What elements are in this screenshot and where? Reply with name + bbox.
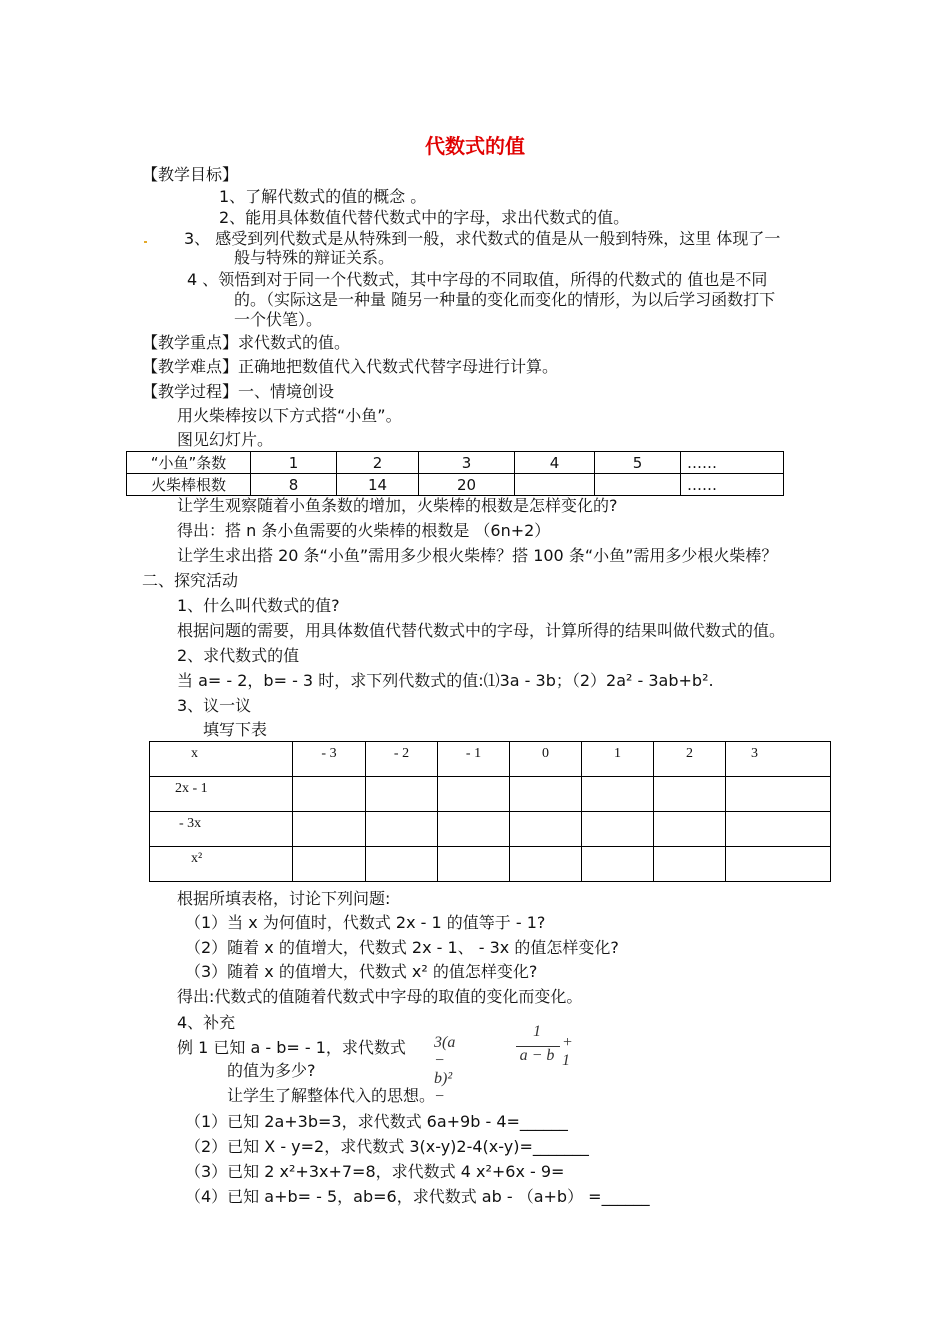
fill-instruction: 填写下表: [203, 720, 268, 739]
process-line-2: 图见幻灯片。: [177, 430, 274, 449]
table-cell: [515, 474, 595, 496]
table-cell: 4: [515, 452, 595, 474]
row-label: 2x - 1: [175, 781, 208, 796]
example-1: 例 1 已知 a - b= - 1，求代数式: [177, 1038, 406, 1057]
fish-table: [126, 451, 784, 496]
formula-numerator: 1: [533, 1023, 541, 1040]
objective-2: 2、能用具体数值代替代数式中的字母，求出代数式的值。: [219, 208, 630, 227]
exercise-4: （4）已知 a+b= - 5，ab=6，求代数式 ab - （a+b） =______: [185, 1187, 650, 1206]
table-cell: 8: [251, 474, 337, 496]
table-row: [150, 777, 831, 812]
discussion-intro: 根据所填表格，讨论下列问题:: [177, 889, 391, 908]
q3: 3、议一议: [177, 696, 252, 715]
exercise-3: （3）已知 2 x²+3x+7=8，求代数式 4 x²+6x - 9=: [185, 1162, 565, 1181]
formula-right: + 1: [562, 1034, 573, 1069]
exercise-2: （2）已知 X - y=2，求代数式 3(x-y)2-4(x-y)=_______: [185, 1137, 589, 1156]
table-cell: - 2: [393, 746, 410, 761]
key-point: 【教学重点】求代数式的值。: [142, 333, 351, 352]
q1: 1、什么叫代数式的值?: [177, 596, 340, 615]
objective-4: 4 、领悟到对于同一个代数式，其中字母的不同取值，所得的代数式的 值也是不同: [187, 270, 768, 289]
objective-4-cont2: 一个伏笔）。: [234, 310, 323, 329]
process-line-1: 用火柴棒按以下方式搭“小鱼”。: [177, 406, 402, 425]
question-line: 让学生求出搭 20 条“小鱼”需用多少根火柴棒？搭 100 条“小鱼”需用多少根火柴棒？: [177, 546, 778, 565]
table-row: [150, 812, 831, 847]
table-row: [150, 847, 831, 882]
discussion-item-1: （1）当 x 为何值时，代数式 2x - 1 的值等于 - 1?: [185, 913, 546, 932]
conclusion-line: 得出：搭 n 条小鱼需要的火柴棒的根数是 （6n+2）: [177, 521, 551, 540]
q2: 2、求代数式的值: [177, 646, 300, 665]
table-cell: 1: [614, 746, 621, 761]
table-cell: 火柴棒根数: [127, 474, 251, 496]
table-cell: 14: [337, 474, 419, 496]
objective-3: 3、 感受到列代数式是从特殊到一般，求代数式的值是从一般到特殊，这里 体现了一: [184, 229, 781, 248]
table-cell: - 3: [321, 746, 337, 761]
objective-1: 1、了解代数式的值的概念 。: [219, 187, 427, 206]
x-value-table: [149, 741, 831, 882]
table-cell: 5: [595, 452, 681, 474]
table-cell: - 1: [465, 746, 482, 761]
objectives-heading: 【教学目标】: [142, 165, 239, 184]
formula-left: 3(a − b)² −: [434, 1034, 456, 1105]
formula-denominator: a − b: [519, 1047, 555, 1064]
observe-line: 让学生观察随着小鱼条数的增加，火柴棒的根数是怎样变化的?: [177, 496, 618, 515]
table-cell: 2: [337, 452, 419, 474]
table-cell: 0: [542, 746, 549, 761]
row-label: x²: [191, 851, 203, 866]
a2: 当 a= - 2，b= - 3 时，求下列代数式的值:⑴3a - 3b；（2）2a² - 3ab+b².: [177, 671, 714, 690]
process-heading: 【教学过程】一、情境创设: [142, 382, 335, 401]
objective-4-cont: 的。（实际这是一种量 随另一种量的变化而变化的情形，为以后学习函数打下: [234, 290, 776, 309]
difficulty: 【教学难点】正确地把数值代入代数式代替字母进行计算。: [142, 357, 559, 376]
table-row: [127, 474, 784, 496]
table-row: [127, 452, 784, 474]
table-cell: 3: [419, 452, 515, 474]
example-note: 让学生了解整体代入的思想。: [227, 1086, 436, 1105]
discussion-conclusion: 得出:代数式的值随着代数式中字母的取值的变化而变化。: [177, 987, 583, 1006]
table-cell: x: [191, 746, 198, 761]
row-label: - 3x: [179, 816, 202, 831]
table-cell: ……: [681, 452, 784, 474]
objective-3-cont: 般与特殊的辩证关系。: [234, 248, 395, 267]
a1: 根据问题的需要，用具体数值代替代数式中的字母，计算所得的结果叫做代数式的值。: [177, 621, 786, 640]
discussion-item-2: （2）随着 x 的值增大，代数式 2x - 1、 - 3x 的值怎样变化?: [185, 938, 619, 957]
exercise-1: （1）已知 2a+3b=3，求代数式 6a+9b - 4=______: [185, 1112, 568, 1131]
discussion-item-3: （3）随着 x 的值增大，代数式 x² 的值怎样变化?: [185, 962, 538, 981]
table-cell: [595, 474, 681, 496]
page-title: 代数式的值: [425, 134, 525, 158]
table-cell: 1: [251, 452, 337, 474]
supplement-heading: 4、补充: [177, 1013, 236, 1032]
table-row: [150, 742, 831, 777]
table-cell: 3: [751, 746, 758, 761]
table-cell: “小鱼”条数: [127, 452, 251, 474]
table-cell: 2: [686, 746, 693, 761]
table-cell: 20: [419, 474, 515, 496]
scan-artifact: [144, 241, 147, 243]
table-cell: ……: [681, 474, 784, 496]
example-cont: 的值为多少?: [227, 1061, 316, 1080]
section2-heading: 二、探究活动: [142, 571, 239, 590]
